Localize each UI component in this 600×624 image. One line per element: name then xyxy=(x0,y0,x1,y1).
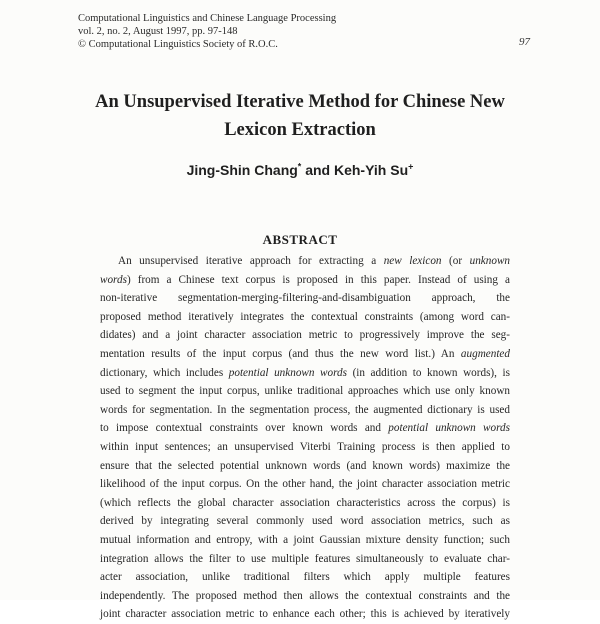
abstract-emphasis: new lexicon xyxy=(383,255,442,267)
abstract-text: within input sentences; an unsupervised Viterbi Training process is then applied to xyxy=(100,440,510,453)
abstract-line xyxy=(100,457,510,476)
abstract-text: non-iterative segmentation-merging-filtering-and-disambiguation approach, the xyxy=(100,292,510,305)
abstract-emphasis: words xyxy=(100,273,127,286)
abstract-text: words for segmentation. In the segmentation process, the augmented dictionary is used xyxy=(100,403,510,416)
abstract-emphasis: unknown xyxy=(469,255,511,267)
abstract-emphasis: potential unknown words xyxy=(388,422,510,435)
abstract-text: (which reflects the global character association characteristics across the corpus) is xyxy=(100,496,510,509)
abstract-text: (or xyxy=(441,255,470,267)
journal-header xyxy=(78,12,336,51)
abstract-text: joint character association metric to enhance each other; this is achieved by iteratively xyxy=(100,608,510,621)
abstract-text: mentation results of the input corpus (and thus the new word list.) An xyxy=(100,347,461,360)
journal-name: Computational Linguistics and Chinese Language Processing xyxy=(78,13,337,24)
abstract-line xyxy=(100,271,510,290)
abstract-text: integration allows the filter to use multiple features simultaneously to evaluate char- xyxy=(100,552,510,565)
abstract-line xyxy=(100,531,510,550)
abstract-heading: ABSTRACT xyxy=(262,232,338,247)
abstract-line xyxy=(100,401,510,420)
abstract-line xyxy=(100,587,510,606)
abstract-text: An unsupervised iterative approach for extracting a xyxy=(118,255,384,267)
author-affiliation-mark-1: * xyxy=(297,161,302,172)
abstract-body xyxy=(100,252,510,624)
journal-copyright: © Computational Linguistics Society of R.O.C. xyxy=(78,39,278,50)
abstract-line xyxy=(100,438,510,457)
abstract-text: independently. The proposed method then allows the contextual constraints and the xyxy=(100,589,510,602)
paper-title xyxy=(0,88,600,144)
abstract-line xyxy=(100,550,510,569)
abstract-text: to impose contextual constraints over known words and xyxy=(100,422,389,435)
title-line-2: Lexicon Extraction xyxy=(224,120,376,140)
abstract-text: likelihood of the input corpus. On the other hand, the joint character association metric xyxy=(100,478,510,491)
abstract-text: didates) and a joint character association metric to progressively improve the seg- xyxy=(100,329,510,342)
author-list xyxy=(0,162,600,178)
abstract-text: mutual information and entropy, with a joint Gaussian mixture density function; such xyxy=(100,533,510,546)
abstract-line xyxy=(100,512,510,531)
author-name-1: Jing-Shin Chang xyxy=(186,162,298,178)
journal-volume: vol. 2, no. 2, August 1997, pp. 97-148 xyxy=(78,26,238,37)
author-affiliation-mark-2: + xyxy=(408,161,414,172)
author-name-2: Keh-Yih Su xyxy=(333,162,409,178)
title-line-1: An Unsupervised Iterative Method for Chinese New xyxy=(95,92,505,112)
abstract-line xyxy=(100,494,510,513)
abstract-text: proposed method iteratively integrates the contextual constraints (among word can- xyxy=(100,310,510,323)
abstract-line xyxy=(100,475,510,494)
abstract-emphasis: augmented xyxy=(460,347,510,360)
abstract-line xyxy=(100,605,510,624)
abstract-emphasis: potential unknown words xyxy=(228,366,347,379)
abstract-line xyxy=(100,345,510,364)
author-conjunction: and xyxy=(301,162,334,178)
abstract-text: used to segment the input corpus, unlike traditional approaches which use only known xyxy=(100,385,510,398)
abstract-line xyxy=(100,252,510,271)
abstract-text: dictionary, which includes xyxy=(100,366,229,379)
abstract-text: (in addition to known words), is xyxy=(347,366,510,379)
abstract-line xyxy=(100,326,510,345)
abstract-line xyxy=(100,308,510,327)
abstract-text: ensure that the selected potential unknown words (and known words) maximize the xyxy=(100,459,510,472)
abstract-line xyxy=(100,568,510,587)
abstract-line xyxy=(100,419,510,438)
abstract-line xyxy=(100,382,510,401)
page-number: 97 xyxy=(519,36,530,48)
abstract-text: acter association, unlike traditional filters which apply multiple features xyxy=(100,571,510,584)
abstract-text: ) from a Chinese text corpus is proposed in this paper. Instead of using a xyxy=(126,273,510,286)
abstract-text: derived by integrating several commonly used word association metrics, such as xyxy=(100,515,510,528)
abstract-line xyxy=(100,364,510,383)
abstract-line xyxy=(100,289,510,308)
